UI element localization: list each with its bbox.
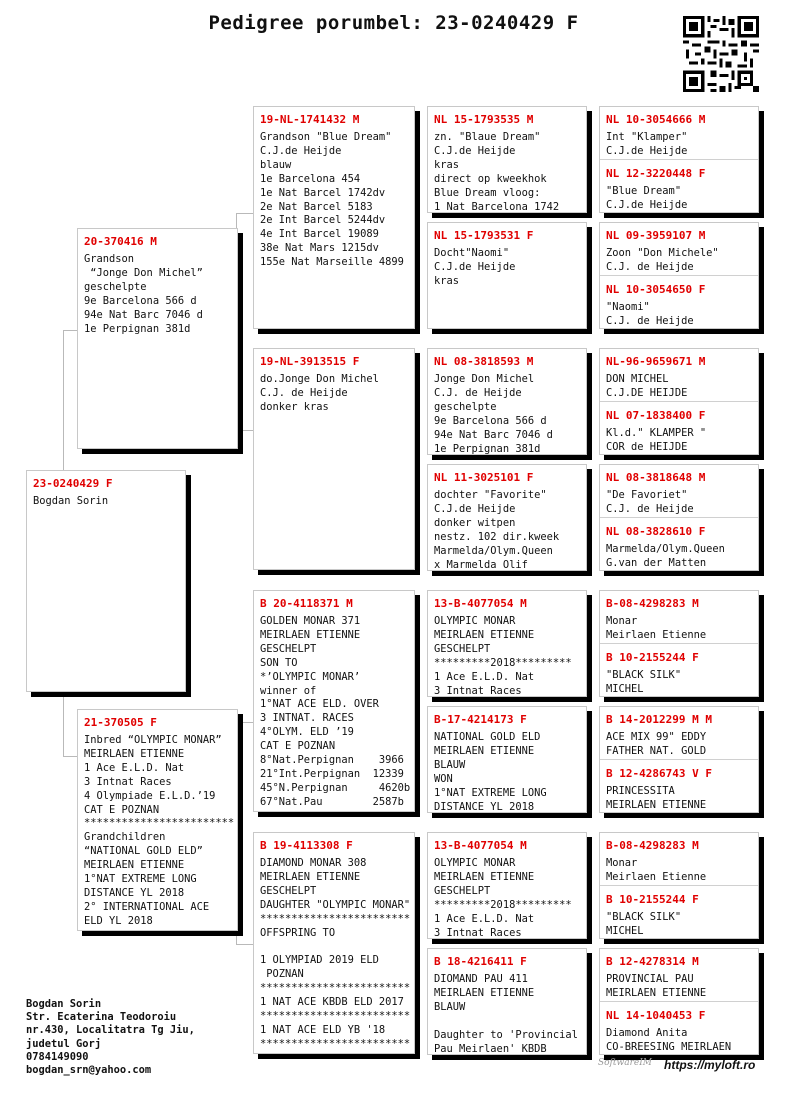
pigeon-notes: PRINCESSITA MEIRLAEN ETIENNE xyxy=(606,785,707,811)
ring-number: NL 09-3959107 M xyxy=(606,229,706,242)
ring-number: B 12-4278314 M xyxy=(606,955,699,968)
pigeon-card-pair xyxy=(599,348,759,455)
pigeon-notes: do.Jonge Don Michel C.J. de Heijde donker kras xyxy=(260,373,379,413)
ring-number: NL 15-1793535 M xyxy=(434,113,534,126)
card-divider xyxy=(600,759,758,760)
pigeon-card xyxy=(253,106,415,329)
pigeon-notes: "BLACK SILK" MICHEL xyxy=(606,669,682,695)
ring-number: NL 08-3828610 F xyxy=(606,525,706,538)
website-link[interactable]: https://myloft.ro xyxy=(664,1058,756,1072)
ring-number: NL-96-9659671 M xyxy=(606,355,706,368)
ring-number: NL 15-1793531 F xyxy=(434,229,534,242)
ring-number: 13-B-4077054 M xyxy=(434,839,527,852)
pigeon-notes: "BLACK SILK" MICHEL xyxy=(606,911,682,937)
ring-number: NL 10-3054666 M xyxy=(606,113,706,126)
pigeon-notes: OLYMPIC MONAR MEIRLAEN ETIENNE GESCHELPT *********2018********* 1 Ace E.L.D. Nat 3 Intnat Races xyxy=(434,615,572,697)
pigeon-card-pair xyxy=(599,590,759,697)
pigeon-card-sire xyxy=(77,228,238,449)
pigeon-card xyxy=(253,832,415,1054)
ring-number: B 10-2155244 F xyxy=(606,893,699,906)
ring-number: NL 08-3818648 M xyxy=(606,471,706,484)
pigeon-card xyxy=(427,348,587,455)
pigeon-card xyxy=(427,832,587,939)
card-divider xyxy=(600,1001,758,1002)
pigeon-notes: Diamond Anita CO-BREESING MEIRLAEN xyxy=(606,1027,732,1053)
ring-number: B 10-2155244 F xyxy=(606,651,699,664)
ring-number: NL 07-1838400 F xyxy=(606,409,706,422)
breeder-contact: Bogdan Sorin Str. Ecaterina Teodoroiu nr.430, Localitatra Tg Jiu, judetul Gorj 0784149090 bogdan_srn@yahoo.com xyxy=(26,998,195,1077)
ring-number: 19-NL-1741432 M xyxy=(260,113,360,126)
pigeon-card xyxy=(427,464,587,571)
pigeon-notes: Grandson “Jonge Don Michel” geschelpte 9e Barcelona 566 d 94e Nat Barc 7046 d 1e Perpignan 381d xyxy=(84,253,203,335)
card-divider xyxy=(600,517,758,518)
pigeon-card xyxy=(427,706,587,813)
card-divider xyxy=(600,275,758,276)
pigeon-notes: DIOMAND PAU 411 MEIRLAEN ETIENNE BLAUW Daughter to 'Provincial Pau Meirlaen' KBDB xyxy=(434,973,578,1055)
ring-number: B-17-4214173 F xyxy=(434,713,527,726)
pigeon-card xyxy=(427,222,587,329)
ring-number: NL 12-3220448 F xyxy=(606,167,706,180)
pigeon-notes: Inbred “OLYMPIC MONAR” MEIRLAEN ETIENNE 1 Ace E.L.D. Nat 3 Intnat Races 4 Olympiade E.L.D.’19 CAT E POZNAN ************************ Grandchildren “NATIONAL GOLD ELD” MEIRLAEN ETIENNE 1°NAT EXTREME LONG DISTANCE YL 2018 2° INTERNATIONAL ACE ELD YL 2018 xyxy=(84,734,235,927)
pigeon-card xyxy=(427,590,587,697)
pigeon-notes: DON MICHEL C.J.DE HEIJDE xyxy=(606,373,688,399)
pigeon-notes: "Blue Dream" C.J.de Heijde xyxy=(606,185,688,211)
pigeon-card-subject xyxy=(26,470,186,692)
pigeon-notes: Jonge Don Michel C.J. de Heijde geschelpte 9e Barcelona 566 d 94e Nat Barc 7046 d 1e Perpignan 381d xyxy=(434,373,553,455)
ring-number: B 14-2012299 M M xyxy=(606,713,712,726)
pigeon-card xyxy=(427,948,587,1055)
ring-number: NL 14-1040453 F xyxy=(606,1009,706,1022)
ring-number: B 18-4216411 F xyxy=(434,955,527,968)
pigeon-card-pair xyxy=(599,832,759,939)
pigeon-notes: Zoon "Don Michele" C.J. de Heijde xyxy=(606,247,719,273)
pigeon-card xyxy=(427,106,587,213)
ring-number: B 19-4113308 F xyxy=(260,839,353,852)
pigeon-notes: "Naomi" C.J. de Heijde xyxy=(606,301,694,327)
page-title: Pedigree porumbel: 23-0240429 F xyxy=(208,12,579,34)
pigeon-card-dam xyxy=(77,709,238,931)
pigeon-notes: Kl.d." KLAMPER " COR de HEIJDE xyxy=(606,427,707,453)
card-divider xyxy=(600,401,758,402)
ring-number: 23-0240429 F xyxy=(33,477,113,490)
pigeon-notes: DIAMOND MONAR 308 MEIRLAEN ETIENNE GESCHELPT DAUGHTER "OLYMPIC MONAR" ************************ OFFSPRING TO 1 OLYMPIAD 2019 ELD POZNAN ************************ 1 NAT ACE KBDB ELD 2017 ************************ 1 NAT ACE ELD YB '18 ************************ xyxy=(260,857,411,1050)
pigeon-card xyxy=(253,348,415,570)
pigeon-notes: "De Favoriet" C.J. de Heijde xyxy=(606,489,694,515)
ring-number: B 20-4118371 M xyxy=(260,597,353,610)
pigeon-notes: OLYMPIC MONAR MEIRLAEN ETIENNE GESCHELPT *********2018********* 1 Ace E.L.D. Nat 3 Intnat Races xyxy=(434,857,572,939)
pigeon-card-pair xyxy=(599,222,759,329)
ring-number: 20-370416 M xyxy=(84,235,157,248)
ring-number: 21-370505 F xyxy=(84,716,157,729)
card-divider xyxy=(600,643,758,644)
ring-number: NL 08-3818593 M xyxy=(434,355,534,368)
pigeon-card-pair xyxy=(599,948,759,1055)
pigeon-card-pair xyxy=(599,706,759,813)
pigeon-notes: zn. "Blaue Dream" C.J.de Heijde kras direct op kweekhok Blue Dream vloog: 1 Nat Barcelona 1742 xyxy=(434,131,560,213)
pigeon-notes: Int "Klamper" C.J.de Heijde xyxy=(606,131,688,157)
ring-number: B-08-4298283 M xyxy=(606,839,699,852)
pigeon-card xyxy=(253,590,415,812)
card-divider xyxy=(600,885,758,886)
pigeon-notes: Marmelda/Olym.Queen G.van der Matten xyxy=(606,543,725,569)
pigeon-card-pair xyxy=(599,106,759,213)
ring-number: 19-NL-3913515 F xyxy=(260,355,360,368)
pigeon-notes: Monar Meirlaen Etienne xyxy=(606,857,707,883)
software-signature: SoftwareIM xyxy=(598,1058,652,1068)
pigeon-notes: GOLDEN MONAR 371 MEIRLAEN ETIENNE GESCHELPT SON TO *’OLYMPIC MONAR’ winner of 1°NAT ACE ELD. OVER 3 INTNAT. RACES 4°OLYM. ELD ’19 CAT E POZNAN 8°Nat.Perpignan 3966 21°Int.Perpignan 12339 45°N.Perpignan 4620b 67°Nat.Pau 2587b xyxy=(260,615,411,808)
pigeon-card-pair xyxy=(599,464,759,571)
pigeon-notes: Grandson "Blue Dream" C.J.de Heijde blauw 1e Barcelona 454 1e Nat Barcel 1742dv 2e Nat Barcel 5183 2e Int Barcel 5244dv 4e Int Barcel 19089 38e Nat Mars 1215dv 155e Nat Marseille 4899 xyxy=(260,131,404,269)
pigeon-notes: PROVINCIAL PAU MEIRLAEN ETIENNE xyxy=(606,973,707,999)
qr-code-icon xyxy=(683,16,759,92)
pigeon-notes: Monar Meirlaen Etienne xyxy=(606,615,707,641)
ring-number: B 12-4286743 V F xyxy=(606,767,712,780)
ring-number: NL 10-3054650 F xyxy=(606,283,706,296)
card-divider xyxy=(600,159,758,160)
ring-number: NL 11-3025101 F xyxy=(434,471,534,484)
ring-number: B-08-4298283 M xyxy=(606,597,699,610)
pigeon-notes: dochter "Favorite" C.J.de Heijde donker witpen nestz. 102 dir.kweek Marmelda/Olym.Queen x Marmelda Olif xyxy=(434,489,560,571)
pigeon-notes: Bogdan Sorin xyxy=(33,495,109,507)
pigeon-notes: NATIONAL GOLD ELD MEIRLAEN ETIENNE BLAUW WON 1°NAT EXTREME LONG DISTANCE YL 2018 xyxy=(434,731,547,813)
ring-number: 13-B-4077054 M xyxy=(434,597,527,610)
pigeon-notes: ACE MIX 99" EDDY FATHER NAT. GOLD xyxy=(606,731,707,757)
pigeon-notes: Docht"Naomi" C.J.de Heijde kras xyxy=(434,247,516,287)
